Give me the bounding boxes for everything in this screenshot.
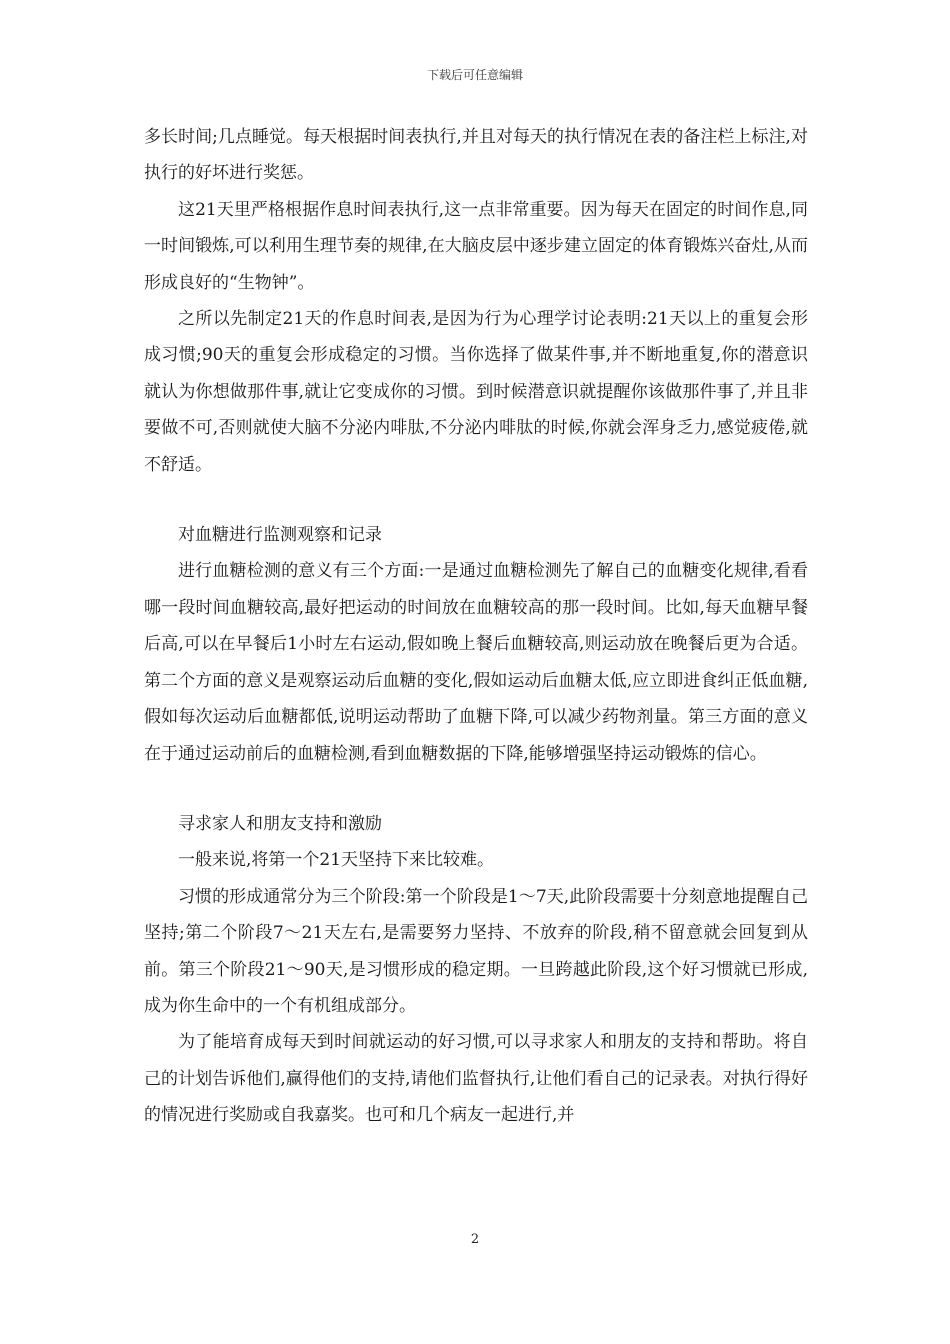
paragraph: 进行血糖检测的意义有三个方面:一是通过血糖检测先了解自己的血糖变化规律,看看哪一段时间血糖较高,最好把运动的时间放在血糖较高的那一段时间。比如,每天血糖早餐后高,可以在早餐后1小时左右运动,假如晚上餐后血糖较高,则运动放在晚餐后更为合适。第二个方面的意义是观察运动后血糖的变化,假如运动后血糖太低,应立即进食纠正低血糖,假如每次运动后血糖都低,说明运动帮助了血糖下降,可以减少药物剂量。第三方面的意义在于通过运动前后的血糖检测,看到血糖数据的下降,能够增强坚持运动锻炼的信心。 [144, 561, 808, 764]
document-body [144, 119, 808, 1134]
page-number: 2 [470, 1232, 480, 1247]
paragraph: 为了能培育成每天到时间就运动的好习惯,可以寻求家人和朋友的支持和帮助。将自己的计划告诉他们,赢得他们的支持,请他们监督执行,让他们看自己的记录表。对执行得好的情况进行奖励或自我嘉奖。也可和几个病友一起进行,并 [144, 1032, 808, 1126]
paragraph-spacer [144, 483, 808, 517]
paragraph: 多长时间;几点睡觉。每天根据时间表执行,并且对每天的执行情况在表的备注栏上标注,对执行的好坏进行奖惩。 [144, 127, 808, 184]
section-heading: 对血糖进行监测观察和记录 [178, 525, 382, 546]
paragraph: 之所以先制定21天的作息时间表,是因为行为心理学讨论表明:21天以上的重复会形成习惯;90天的重复会形成稳定的习惯。当你选择了做某件事,并不断地重复,你的潜意识就认为你想做那件事,就让它变成你的习惯。到时候潜意识就提醒你该做那件事了,并且非要做不可,否则就使大脑不分泌内啡肽,不分泌内啡肽的时候,你就会浑身乏力,感觉疲倦,就不舒适。 [144, 309, 808, 475]
section-heading: 寻求家人和朋友支持和激励 [178, 813, 382, 834]
page-header: 下载后可任意编辑 [426, 68, 523, 82]
paragraph-spacer [144, 772, 808, 806]
paragraph: 这21天里严格根据作息时间表执行,这一点非常重要。因为每天在固定的时间作息,同一时间锻炼,可以利用生理节奏的规律,在大脑皮层中逐步建立固定的体育锻炼兴奋灶,从而形成良好的“生物钟”。 [144, 199, 808, 293]
paragraph: 习惯的形成通常分为三个阶段:第一个阶段是1～7天,此阶段需要十分刻意地提醒自己坚持;第二个阶段7～21天左右,是需要努力坚持、不放弃的阶段,稍不留意就会回复到从前。第三个阶段21～90天,是习惯形成的稳定期。一旦跨越此阶段,这个好习惯就已形成,成为你生命中的一个有机组成部分。 [144, 886, 808, 1016]
paragraph: 一般来说,将第一个21天坚持下来比较难。 [178, 850, 495, 871]
